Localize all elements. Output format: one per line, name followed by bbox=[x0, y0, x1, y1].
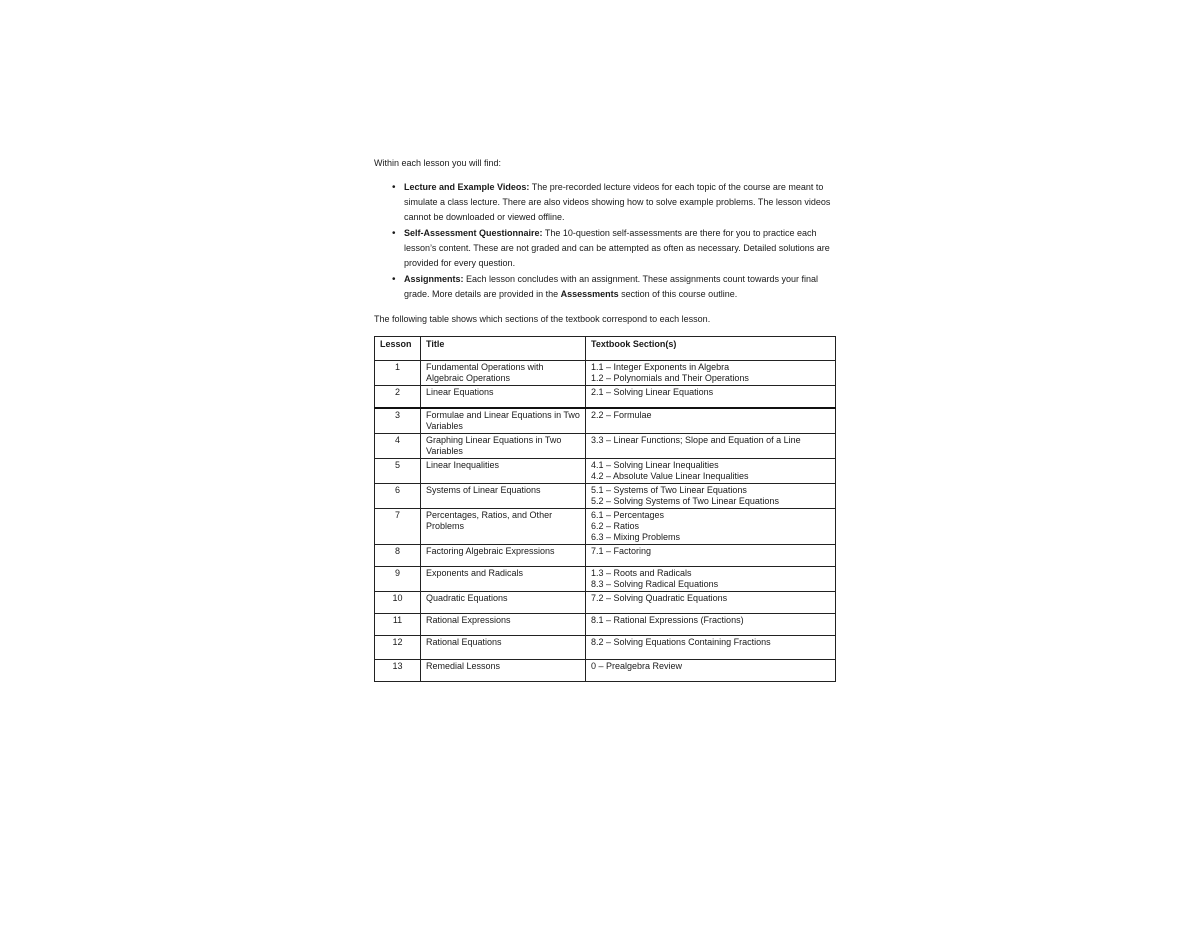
textbook-sections-cell bbox=[586, 508, 836, 544]
lesson-title-cell: Quadratic Equations bbox=[421, 591, 586, 613]
textbook-sections-cell bbox=[586, 433, 836, 458]
lesson-title-cell: Rational Expressions bbox=[421, 613, 586, 635]
table-row bbox=[375, 635, 836, 659]
lesson-title-cell: Linear Equations bbox=[421, 386, 586, 408]
lesson-number-cell: 10 bbox=[375, 591, 421, 613]
bullet-bold-inline: Assessments bbox=[560, 289, 619, 299]
table-row bbox=[375, 458, 836, 483]
textbook-sections-cell bbox=[586, 458, 836, 483]
table-header-row bbox=[375, 337, 836, 361]
textbook-section: 1.1 – Integer Exponents in Algebra bbox=[591, 362, 730, 372]
lesson-title-cell: Formulae and Linear Equations in Two Variables bbox=[421, 408, 586, 434]
lesson-table bbox=[374, 336, 836, 682]
list-item bbox=[404, 180, 844, 225]
table-row bbox=[375, 508, 836, 544]
textbook-section: 5.1 – Systems of Two Linear Equations bbox=[591, 484, 747, 495]
textbook-section: 6.3 – Mixing Problems bbox=[591, 531, 681, 542]
lesson-title-cell: Exponents and Radicals bbox=[421, 566, 586, 591]
textbook-sections-cell bbox=[586, 659, 836, 681]
lesson-number-cell: 3 bbox=[375, 408, 421, 434]
lesson-number-cell: 6 bbox=[375, 483, 421, 508]
textbook-section: 2.2 – Formulae bbox=[591, 409, 652, 420]
textbook-sections-cell bbox=[586, 483, 836, 508]
table-row bbox=[375, 613, 836, 635]
bullet-text: The pre-recorded lecture videos for each topic of the course are meant to simulate a class lecture. There are also videos showing how to solve example problems. The lesson videos cannot be downloaded or viewed offline. bbox=[404, 182, 831, 222]
textbook-section: 7.1 – Factoring bbox=[591, 545, 652, 556]
textbook-section: 1.3 – Roots and Radicals bbox=[591, 567, 692, 578]
textbook-section: 6.2 – Ratios bbox=[591, 520, 640, 531]
header-sections: Textbook Section(s) bbox=[586, 337, 836, 361]
textbook-section: 8.1 – Rational Expressions (Fractions) bbox=[591, 614, 744, 625]
textbook-section: 5.2 – Solving Systems of Two Linear Equations bbox=[591, 495, 779, 506]
textbook-sections-cell bbox=[586, 408, 836, 434]
table-row bbox=[375, 433, 836, 458]
lesson-title-cell: Factoring Algebraic Expressions bbox=[421, 544, 586, 566]
bullet-text: section of this course outline. bbox=[618, 289, 738, 299]
bullet-text: Each lesson concludes with an assignment. These assignments count towards your final grade. More details are provided in the bbox=[404, 274, 819, 299]
lesson-number-cell: 7 bbox=[375, 508, 421, 544]
textbook-section: 8.3 – Solving Radical Equations bbox=[591, 578, 719, 589]
lesson-title-cell: Rational Equations bbox=[421, 635, 586, 659]
bullet-label: Assignments: bbox=[404, 274, 464, 284]
lesson-components-list bbox=[374, 180, 844, 302]
bullet-label: Lecture and Example Videos: bbox=[404, 182, 530, 192]
list-item bbox=[404, 272, 844, 302]
textbook-section: 6.1 – Percentages bbox=[591, 509, 665, 520]
textbook-section: 1.2 – Polynomials and Their Operations bbox=[591, 373, 749, 383]
lesson-number-cell: 2 bbox=[375, 386, 421, 408]
lesson-number-cell: 8 bbox=[375, 544, 421, 566]
lesson-number-cell: 4 bbox=[375, 433, 421, 458]
document-page bbox=[374, 156, 844, 682]
table-row bbox=[375, 408, 836, 434]
textbook-sections-cell bbox=[586, 544, 836, 566]
textbook-sections-cell bbox=[586, 386, 836, 408]
lesson-number-cell: 11 bbox=[375, 613, 421, 635]
textbook-section: 8.2 – Solving Equations Containing Fractions bbox=[591, 636, 771, 647]
lesson-number-cell: 9 bbox=[375, 566, 421, 591]
table-row bbox=[375, 544, 836, 566]
table-row bbox=[375, 591, 836, 613]
table-body bbox=[375, 361, 836, 682]
table-row bbox=[375, 659, 836, 681]
textbook-sections-cell bbox=[586, 566, 836, 591]
lesson-number-cell: 5 bbox=[375, 458, 421, 483]
textbook-sections-cell bbox=[586, 635, 836, 659]
intro-text: Within each lesson you will find: bbox=[374, 158, 502, 168]
lesson-title-cell: Percentages, Ratios, and Other Problems bbox=[421, 508, 586, 544]
header-lesson: Lesson bbox=[375, 337, 421, 361]
lesson-number-cell: 1 bbox=[375, 361, 421, 386]
textbook-section: 0 – Prealgebra Review bbox=[591, 660, 683, 671]
textbook-section: 3.3 – Linear Functions; Slope and Equation of a Line bbox=[591, 434, 801, 445]
bullet-label: Self-Assessment Questionnaire: bbox=[404, 228, 543, 238]
header-title: Title bbox=[421, 337, 586, 361]
lesson-number-cell: 13 bbox=[375, 659, 421, 681]
lesson-title-cell: Remedial Lessons bbox=[421, 659, 586, 681]
textbook-sections-cell bbox=[586, 361, 836, 386]
table-row bbox=[375, 361, 836, 386]
bullet-text: The 10-question self-assessments are there for you to practice each lesson’s content. These are not graded and can be attempted as often as necessary. Detailed solutions are provided for every question. bbox=[404, 228, 830, 268]
textbook-sections-cell bbox=[586, 591, 836, 613]
lesson-title-cell: Graphing Linear Equations in Two Variables bbox=[421, 433, 586, 458]
table-intro-text: The following table shows which sections of the textbook correspond to each lesson. bbox=[374, 314, 711, 324]
lesson-title-cell: Linear Inequalities bbox=[421, 458, 586, 483]
textbook-section: 4.2 – Absolute Value Linear Inequalities bbox=[591, 470, 749, 481]
textbook-section: 2.1 – Solving Linear Equations bbox=[591, 387, 714, 397]
table-row bbox=[375, 386, 836, 408]
lesson-title-cell: Systems of Linear Equations bbox=[421, 483, 586, 508]
table-row bbox=[375, 566, 836, 591]
textbook-sections-cell bbox=[586, 613, 836, 635]
list-item bbox=[404, 226, 844, 271]
textbook-section: 7.2 – Solving Quadratic Equations bbox=[591, 592, 728, 603]
table-row bbox=[375, 483, 836, 508]
lesson-number-cell: 12 bbox=[375, 635, 421, 659]
textbook-section: 4.1 – Solving Linear Inequalities bbox=[591, 459, 719, 470]
lesson-title-cell: Fundamental Operations with Algebraic Operations bbox=[421, 361, 586, 386]
